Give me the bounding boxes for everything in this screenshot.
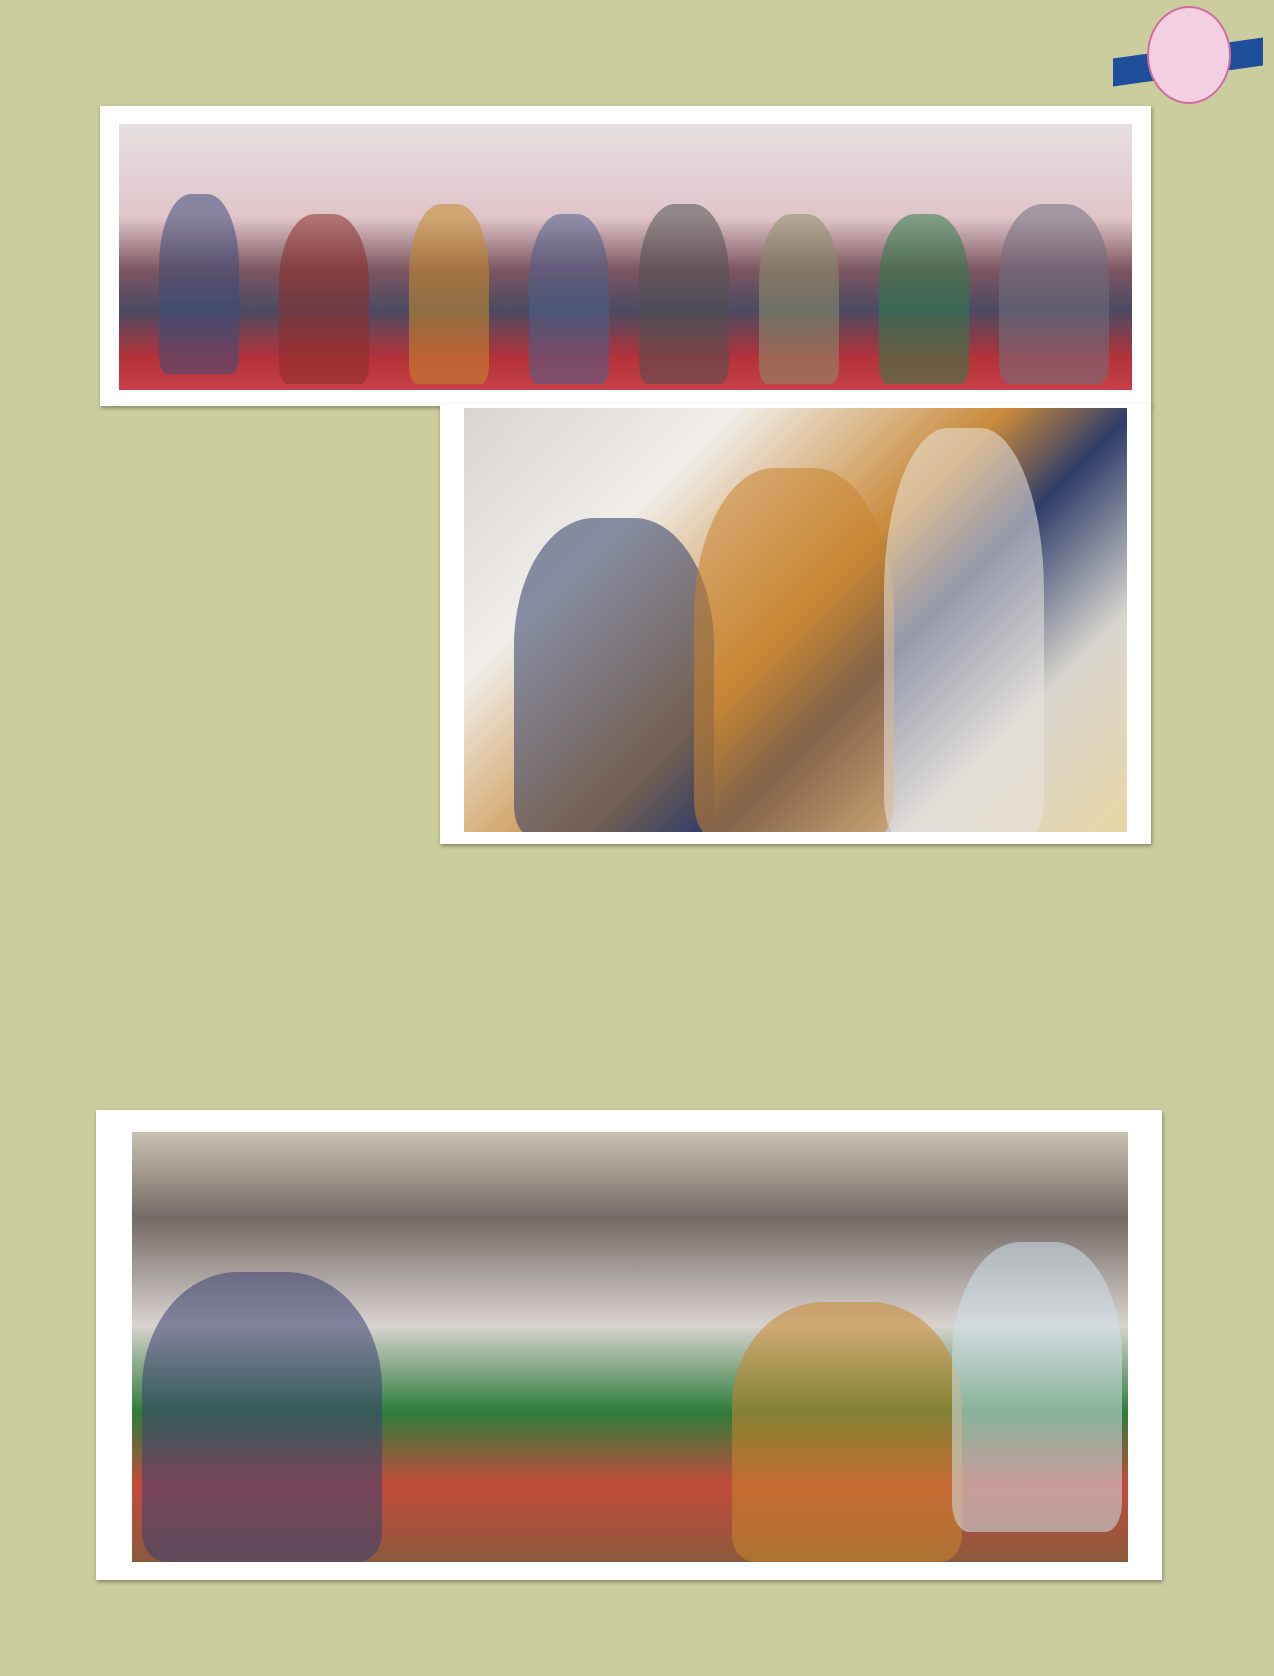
lamp-lighting-photo-frame bbox=[440, 404, 1151, 844]
top-scallop-border bbox=[0, 0, 1274, 32]
concert-photo-caption bbox=[1148, 1097, 1168, 1577]
logo-circle bbox=[1147, 6, 1231, 104]
group-photo-frame bbox=[100, 106, 1151, 406]
bottom-scallop-border bbox=[0, 1596, 1274, 1676]
concert-photo-frame bbox=[96, 1110, 1162, 1580]
concert-photo bbox=[132, 1132, 1128, 1562]
group-photo bbox=[119, 124, 1132, 390]
right-scallop-border bbox=[1216, 0, 1274, 1649]
magazine-logo-badge bbox=[1113, 6, 1263, 106]
lamp-lighting-photo bbox=[464, 408, 1127, 832]
